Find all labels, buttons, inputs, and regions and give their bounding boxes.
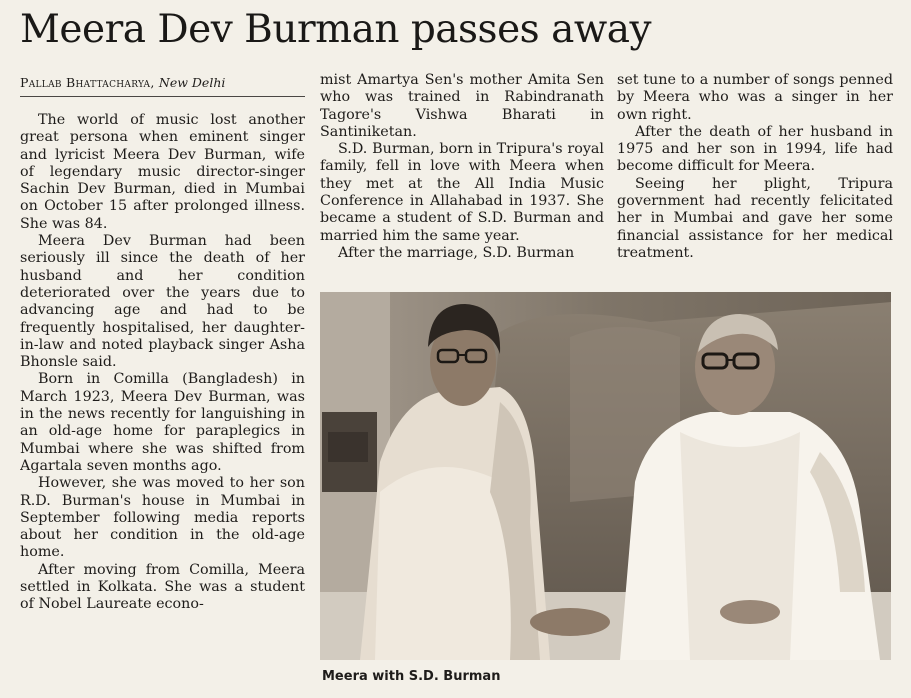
paragraph-continued: set tune to a number of songs penned by Meera who was a singer in her own right. [617,72,893,123]
paragraph: Born in Comilla (Bangladesh) in March 1923, Meera Dev Burman, was in the news recently for languishing in an old-age home for paraplegics in Mumbai where she was shifted from Agartala seven months ago. [20,371,305,474]
paragraph: After the death of her husband in 1975 and her son in 1994, life had become difficult for Meera. [617,123,893,175]
paragraph: Meera Dev Burman had been seriously ill since the death of her husband and her condition deteriorated over the years due to advancing age and had to be frequently hospitalised, her daughter-in-law and noted playback singer Asha Bhonsle said. [20,233,305,371]
paragraph: After the marriage, S.D. Burman [338,244,575,261]
paragraph: After moving from Comilla, Meera settled in Kolkata. She was a student of Nobel Laureate econo- [20,561,305,613]
paragraph: S.D. Burman, born in Tripura's royal family, fell in love with Meera when they met at the All India Music Conference in Allahabad in 1937. She became a student of S.D. Burman and married him the same year. [320,141,604,244]
paragraph: However, she was moved to her son R.D. Burman's house in Mumbai in September following media reports about her condition in the old-age home. [20,475,305,561]
paragraph: Seeing her plight, Tripura government had recently felicitated her in Mumbai and gave her some financial assistance for her medical treatment. [617,175,893,261]
photo-illustration [320,292,891,660]
byline-rule [20,96,305,97]
article-column-2 [320,72,604,284]
byline-author: Pallab Bhattacharya, [20,75,155,90]
article-column-3 [617,72,893,284]
byline [20,74,305,92]
byline-place: New Delhi [158,75,226,90]
paragraph-continued: mist Amartya Sen's mother Amita Sen who was trained in Rabindranath Tagore's Vishwa Bharati in Santiniketan. [320,72,604,140]
article-column-1 [20,112,305,692]
headline: Meera Dev Burman passes away [20,7,651,52]
paragraph: The world of music lost another great persona when eminent singer and lyricist Meera Dev Burman, wife of legendary music director-singer Sachin Dev Burman, died in Mumbai on October 15 after prolonged illness. She was 84. [20,112,305,232]
news-photo [320,292,891,660]
photo-caption: Meera with S.D. Burman [322,669,501,684]
